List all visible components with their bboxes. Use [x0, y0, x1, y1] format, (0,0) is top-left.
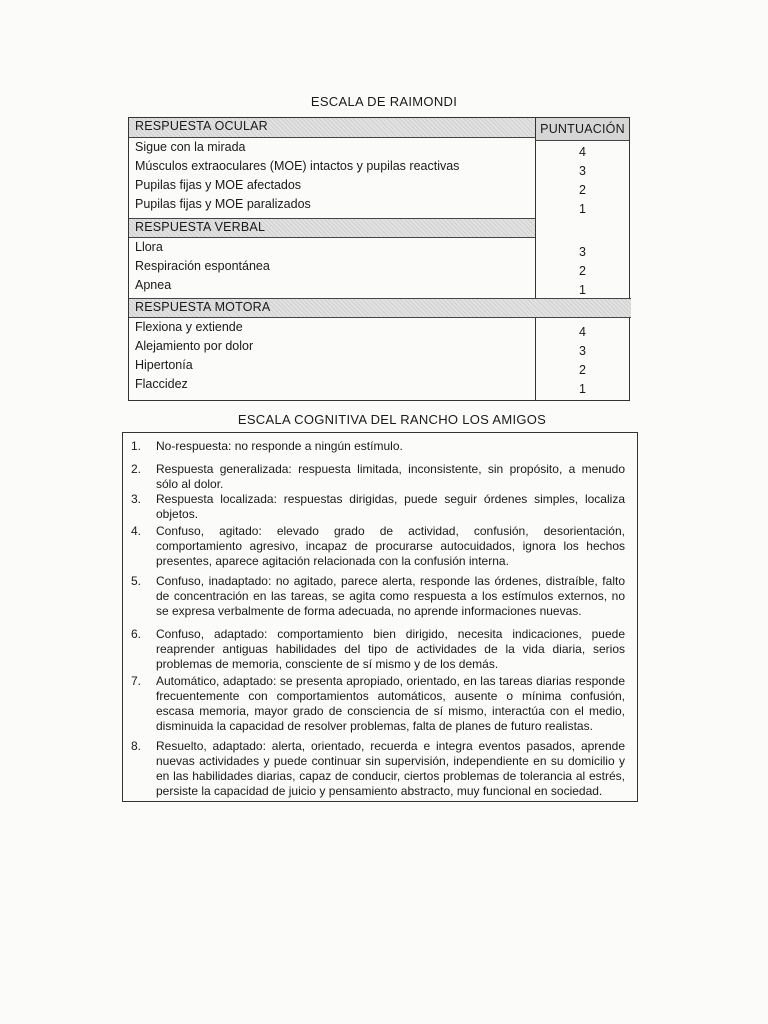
table-row [129, 176, 631, 195]
row-label: Flaccidez [135, 377, 188, 391]
table-row [129, 257, 631, 276]
section-ocular [129, 118, 631, 214]
row-score: 4 [579, 145, 586, 159]
level-text: Automático, adaptado: se presenta apropiado, orientado, en las tareas diarias responde frecuentemente con comportamientos automáticos, ausente o mínima confusión, escasa memoria, mayor grado de consciencia de sí mismo, interactúa con el medio, disminuida la capacidad de resolver problemas, falta de planes de futuro realistas. [156, 674, 625, 733]
section-motora [129, 298, 631, 394]
level-number: 4. [131, 524, 142, 538]
level-number: 1. [131, 439, 142, 453]
level-text: Resuelto, adaptado: alerta, orientado, recuerda e integra eventos pasados, aprende nuevas actividades y puede continuar sin supervisión, independiente en su domicilio y en las habilidades diarias, capaz de conducir, ciertos problemas de tolerancia al estrés, persiste la capacidad de juicio y pensamiento abstracto, muy funcional en sociedad. [156, 739, 625, 798]
table-row [129, 195, 631, 214]
level-text: Respuesta generalizada: respuesta limitada, inconsistente, sin propósito, a menudo sólo al dolor. [156, 462, 625, 491]
section-header [129, 298, 631, 318]
level-text: Confuso, agitado: elevado grado de actividad, confusión, desorientación, comportamiento agresivo, incapaz de procurarse autocuidados, ignora los hechos presentes, aparece agitación relacionada con la confusión interna. [156, 524, 625, 568]
row-score: 1 [579, 283, 586, 297]
row-label: Sigue con la mirada [135, 140, 246, 154]
level-text: No-respuesta: no responde a ningún estímulo. [156, 439, 403, 453]
level-number: 2. [131, 462, 142, 476]
row-score: 1 [579, 382, 586, 396]
row-score: 2 [579, 183, 586, 197]
rancho-scale-box [122, 432, 638, 802]
section-header-label: RESPUESTA MOTORA [135, 300, 271, 314]
section-verbal [129, 218, 631, 295]
row-score: 3 [579, 245, 586, 259]
level-number: 6. [131, 627, 142, 641]
row-label: Pupilas fijas y MOE paralizados [135, 197, 311, 211]
row-label: Músculos extraoculares (MOE) intactos y pupilas reactivas [135, 159, 460, 173]
section-header [129, 118, 535, 138]
row-score: 4 [579, 325, 586, 339]
section-header-label: RESPUESTA VERBAL [135, 220, 266, 234]
row-label: Pupilas fijas y MOE afectados [135, 178, 302, 192]
table-row [129, 276, 631, 295]
raimondi-title: ESCALA DE RAIMONDI [310, 94, 458, 109]
row-label: Hipertonía [135, 358, 193, 372]
level-text: Respuesta localizada: respuestas dirigidas, puede seguir órdenes simples, localiza objetos. [156, 492, 625, 521]
rancho-title: ESCALA COGNITIVA DEL RANCHO LOS AMIGOS [237, 412, 547, 427]
score-column-header: PUNTUACIÓN [536, 118, 629, 141]
row-score: 1 [579, 202, 586, 216]
row-label: Respiración espontánea [135, 259, 270, 273]
row-score: 3 [579, 344, 586, 358]
row-label: Apnea [135, 278, 172, 292]
level-number: 3. [131, 492, 142, 506]
row-score: 3 [579, 164, 586, 178]
table-row [129, 138, 631, 157]
section-header [129, 218, 535, 238]
level-number: 5. [131, 574, 142, 588]
table-row [129, 157, 631, 176]
level-number: 7. [131, 674, 142, 688]
table-row [129, 375, 631, 394]
row-label: Flexiona y extiende [135, 320, 243, 334]
row-label: Llora [135, 240, 163, 254]
table-row [129, 337, 631, 356]
table-row [129, 356, 631, 375]
table-row [129, 238, 631, 257]
table-row [129, 318, 631, 337]
row-score: 2 [579, 363, 586, 377]
level-text: Confuso, inadaptado: no agitado, parece alerta, responde las órdenes, distraíble, falto de concentración en las tareas, se agita como respuesta a los estímulos externos, no se expresa verbalmente de forma adecuada, no aprende informaciones nuevas. [156, 574, 625, 618]
raimondi-table [128, 117, 630, 401]
level-text: Confuso, adaptado: comportamiento bien dirigido, necesita indicaciones, puede reaprender antiguas habilidades del tipo de actividades de la vida diaria, serios problemas de memoria, consciente de sí mismo y de los demás. [156, 627, 625, 671]
section-header-label: RESPUESTA OCULAR [135, 119, 268, 133]
level-number: 8. [131, 739, 142, 753]
row-label: Alejamiento por dolor [135, 339, 254, 353]
row-score: 2 [579, 264, 586, 278]
